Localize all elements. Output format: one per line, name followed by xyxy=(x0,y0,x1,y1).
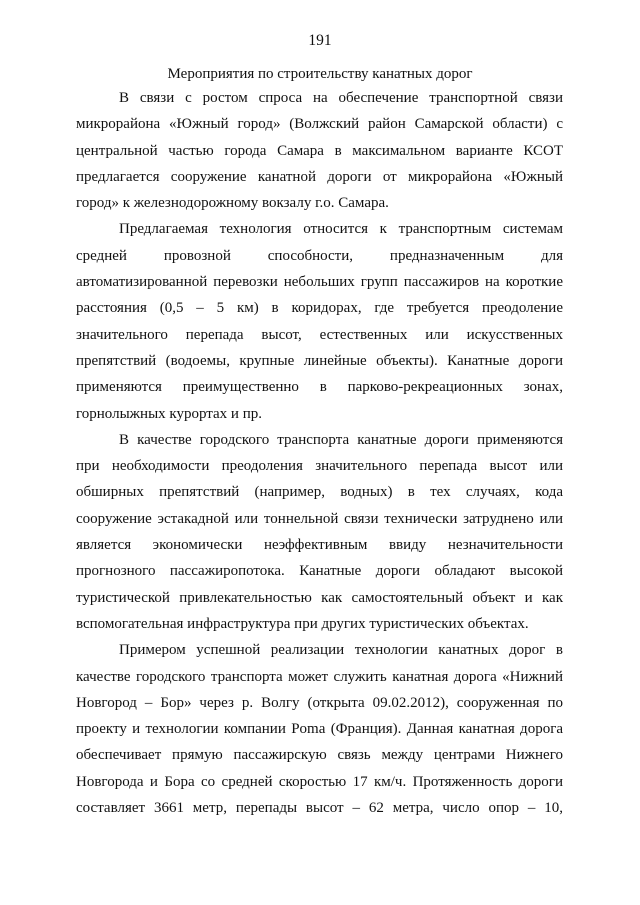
text-line: обеспечивает прямую пассажирскую связь между центрами Нижнего xyxy=(76,747,563,764)
text-line: средней провозной способности, предназначенным для xyxy=(76,247,563,264)
text-line: проекту и технологии компании Poma (Франция). Данная канатная дорога xyxy=(76,721,563,738)
text-line: является экономически неэффективным ввиду незначительности xyxy=(76,537,563,554)
text-line: препятствий (водоемы, крупные линейные объекты). Канатные дороги xyxy=(76,352,563,369)
text-line: В качестве городского транспорта канатные дороги применяются xyxy=(119,431,563,448)
text-line: В связи с ростом спроса на обеспечение транспортной связи xyxy=(119,90,563,106)
text-line: значительного перепада высот, естественных или искусственных xyxy=(76,326,563,343)
page-number: 191 xyxy=(308,32,332,49)
text-line: составляет 3661 метр, перепады высот – 62 метра, число опор – 10, xyxy=(76,800,563,817)
text-line: прогнозного пассажиропотока. Канатные дороги обладают высокой xyxy=(76,563,563,580)
text-line: Новгорода и Бора со средней скоростью 17 км/ч. Протяженность дороги xyxy=(76,773,563,790)
text-line: город» к железнодорожному вокзалу г.о. Самара. xyxy=(76,195,389,212)
text-line: вспомогательная инфраструктура при других туристических объектах. xyxy=(76,615,529,632)
text-line: микрорайона «Южный город» (Волжский район Самарской области) с xyxy=(76,116,563,133)
text-line: Новгород – Бор» через р. Волгу (открыта 09.02.2012), сооруженная по xyxy=(76,694,563,711)
text-line: при необходимости преодоления значительного перепада высот или xyxy=(76,458,563,475)
text-line: обширных препятствий (например, водных) в тех случаях, кода xyxy=(76,484,563,501)
text-line: предлагается сооружение канатной дороги от микрорайона «Южный xyxy=(76,168,563,185)
text-line: туристической привлекательностью как самостоятельный объект и как xyxy=(76,589,563,606)
paragraph-1 xyxy=(76,85,563,216)
paragraph-3 xyxy=(76,427,563,637)
section-heading: Мероприятия по строительству канатных дорог xyxy=(167,66,473,82)
text-line: автоматизированной перевозки небольших групп пассажиров на короткие xyxy=(76,274,563,291)
text-line: расстояния (0,5 – 5 км) в коридорах, где требуется преодоление xyxy=(76,300,563,317)
text-line: горнолыжных курортах и пр. xyxy=(76,405,262,422)
text-line: качестве городского транспорта может служить канатная дорога «Нижний xyxy=(76,668,563,685)
paragraph-2 xyxy=(76,216,563,426)
text-line: сооружение эстакадной или тоннельной связи технически затруднено или xyxy=(76,510,563,527)
body-text xyxy=(76,85,563,821)
text-line: Предлагаемая технология относится к транспортным системам xyxy=(119,221,563,238)
text-line: применяются преимущественно в парково-рекреационных зонах, xyxy=(76,379,563,396)
text-line: Примером успешной реализации технологии канатных дорог в xyxy=(119,642,563,659)
paragraph-4 xyxy=(76,637,563,821)
text-line: центральной частью города Самара в максимальном варианте КСОТ xyxy=(76,142,563,159)
